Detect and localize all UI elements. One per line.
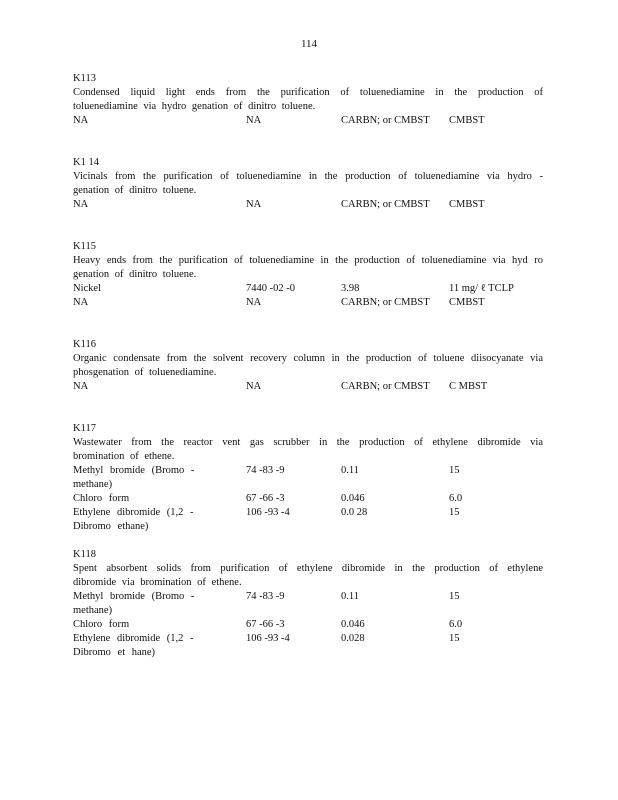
waste-entry: [73, 338, 543, 408]
cas-number: 67 -66 -3: [246, 619, 285, 630]
nonwastewater-standard: 6.0: [449, 493, 463, 504]
constituent-name: NA: [73, 199, 89, 210]
constituent-name: NA: [73, 297, 89, 308]
waste-description: Wastewater from the reactor vent gas scrubber in the production of ethylene dibromide via bromination of ethene.: [73, 437, 543, 462]
cas-number: NA: [246, 199, 262, 210]
waste-code: K115: [73, 241, 96, 252]
wastewater-standard: CARBN; or CMBST: [341, 381, 430, 392]
waste-code: K116: [73, 339, 96, 350]
constituent-row: [73, 632, 543, 660]
constituent-name: Chloro form: [73, 493, 130, 504]
constituent-name: Methyl bromide (Bromo - methane): [73, 591, 195, 616]
waste-entry: [73, 240, 543, 324]
nonwastewater-standard: 11 mg/ ℓ TCLP: [449, 283, 514, 294]
constituent-name: Ethylene dibromide (1,2 - Dibromo ethane): [73, 507, 194, 532]
waste-code: K118: [73, 549, 96, 560]
wastewater-standard: 0.046: [341, 493, 365, 504]
wastewater-standard: 0.046: [341, 619, 365, 630]
cas-number: 74 -83 -9: [246, 591, 285, 602]
waste-entry: [73, 72, 543, 142]
nonwastewater-standard: 6.0: [449, 619, 463, 630]
nonwastewater-standard: CMBST: [449, 115, 485, 126]
wastewater-standard: 3.98: [341, 283, 360, 294]
nonwastewater-standard: 15: [449, 633, 460, 644]
constituent-row: [73, 380, 543, 408]
wastewater-standard: 0.11: [341, 465, 359, 476]
cas-number: NA: [246, 297, 262, 308]
constituent-name: NA: [73, 115, 89, 126]
wastewater-standard: 0.028: [341, 633, 365, 644]
wastewater-standard: CARBN; or CMBST: [341, 199, 430, 210]
nonwastewater-standard: CMBST: [449, 297, 485, 308]
constituent-name: Ethylene dibromide (1,2 - Dibromo et hane): [73, 633, 194, 658]
nonwastewater-standard: 15: [449, 507, 460, 518]
cas-number: 67 -66 -3: [246, 493, 285, 504]
nonwastewater-standard: C MBST: [449, 381, 488, 392]
constituent-row: [73, 590, 543, 618]
waste-description: Heavy ends from the purification of toluenediamine in the production of toluenediamine via hyd ro genation of dinitro toluene.: [73, 255, 543, 280]
constituent-row: [73, 198, 543, 226]
constituent-row: [73, 492, 543, 506]
cas-number: NA: [246, 381, 262, 392]
wastewater-standard: CARBN; or CMBST: [341, 115, 430, 126]
wastewater-standard: CARBN; or CMBST: [341, 297, 430, 308]
waste-entry: [73, 156, 543, 226]
constituent-row: [73, 114, 543, 142]
constituent-name: Nickel: [73, 283, 101, 294]
waste-code-list: [73, 72, 543, 674]
cas-number: 7440 -02 -0: [246, 283, 295, 294]
constituent-row: [73, 296, 543, 324]
waste-description: Vicinals from the purification of toluenediamine in the production of toluenediamine via hydro - genation of dinitro toluene.: [73, 171, 543, 196]
nonwastewater-standard: CMBST: [449, 199, 485, 210]
waste-code: K113: [73, 73, 96, 84]
waste-code: K117: [73, 423, 96, 434]
nonwastewater-standard: 15: [449, 465, 460, 476]
waste-code: K1 14: [73, 157, 99, 168]
cas-number: NA: [246, 115, 262, 126]
constituent-row: [73, 282, 543, 296]
waste-entry: [73, 548, 543, 660]
waste-description: Organic condensate from the solvent recovery column in the production of toluene diisocyanate via phosgenation of toluenediamine.: [73, 353, 543, 378]
constituent-row: [73, 464, 543, 492]
constituent-row: [73, 506, 543, 534]
waste-entry: [73, 422, 543, 534]
constituent-name: NA: [73, 381, 89, 392]
wastewater-standard: 0.11: [341, 591, 359, 602]
cas-number: 74 -83 -9: [246, 465, 285, 476]
cas-number: 106 -93 -4: [246, 507, 290, 518]
waste-description: Condensed liquid light ends from the purification of toluenediamine in the production of toluenediamine via hydro genation of dinitro toluene.: [73, 87, 543, 112]
constituent-row: [73, 618, 543, 632]
cas-number: 106 -93 -4: [246, 633, 290, 644]
constituent-name: Methyl bromide (Bromo - methane): [73, 465, 195, 490]
wastewater-standard: 0.0 28: [341, 507, 368, 518]
waste-description: Spent absorbent solids from purification of ethylene dibromide in the production of ethylene dibromide via bromination of ethene.: [73, 563, 543, 588]
page-number: 114: [300, 38, 318, 50]
constituent-name: Chloro form: [73, 619, 130, 630]
nonwastewater-standard: 15: [449, 591, 460, 602]
